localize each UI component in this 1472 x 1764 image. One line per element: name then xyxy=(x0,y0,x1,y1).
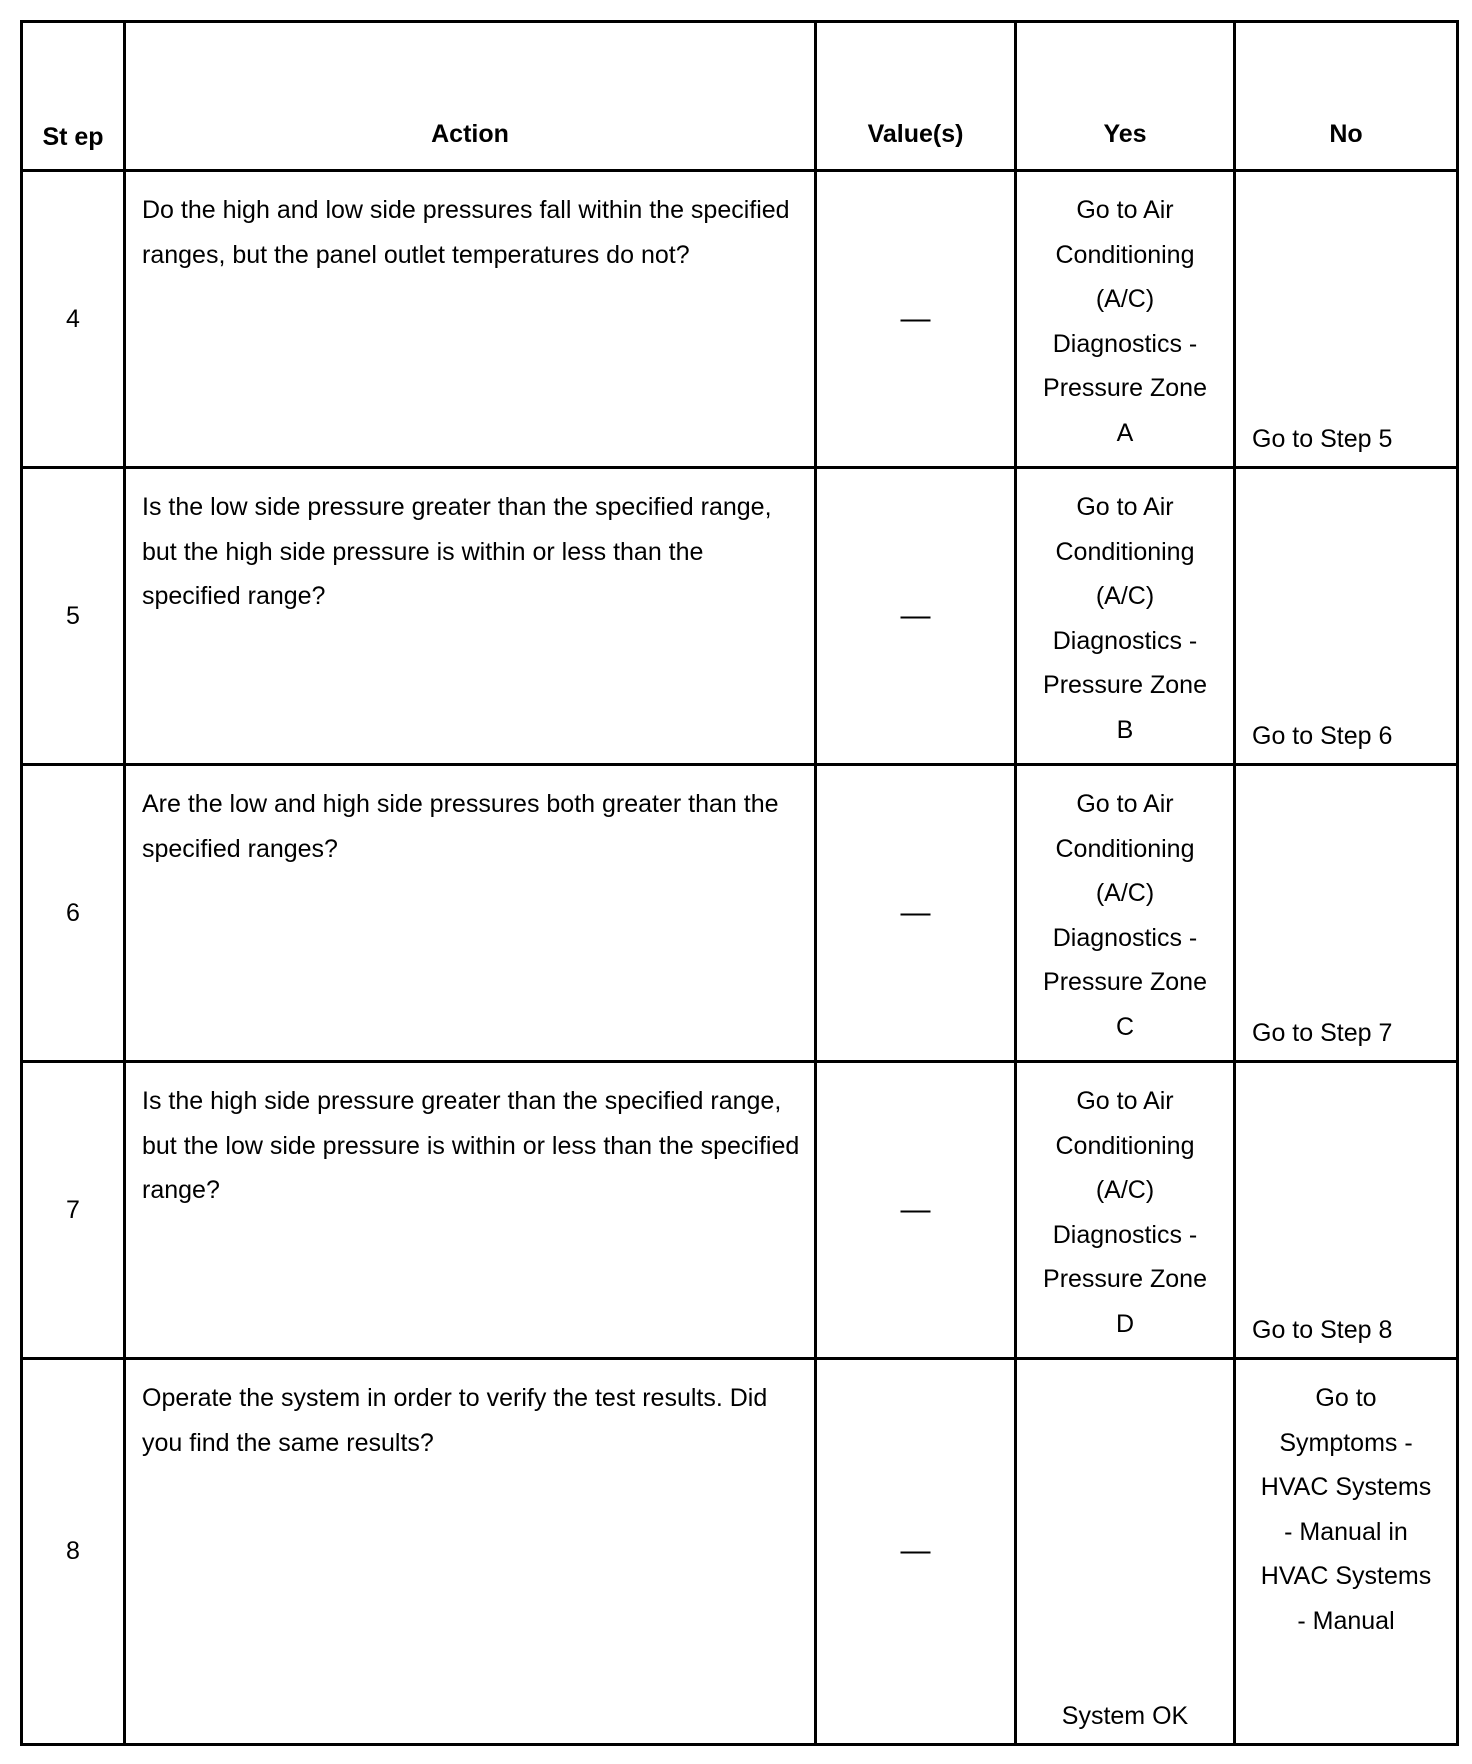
value-cell: — xyxy=(816,171,1016,468)
table-row xyxy=(22,468,1458,765)
no-cell: Go to Step 8 xyxy=(1235,1062,1458,1359)
diagnostic-table xyxy=(20,20,1459,1746)
no-cell: Go to Step 7 xyxy=(1235,765,1458,1062)
no-cell: Go to Step 6 xyxy=(1235,468,1458,765)
no-cell: Go to Symptoms - HVAC Systems - Manual in HVAC Systems - Manual xyxy=(1235,1359,1458,1745)
header-yes: Yes xyxy=(1016,22,1235,171)
yes-cell: Go to Air Conditioning (A/C) Diagnostics - Pressure Zone D xyxy=(1016,1062,1235,1359)
header-step: St ep xyxy=(22,22,125,171)
value-cell: — xyxy=(816,765,1016,1062)
step-cell: 8 xyxy=(22,1359,125,1745)
step-cell: 6 xyxy=(22,765,125,1062)
header-action: Action xyxy=(125,22,816,171)
table-row xyxy=(22,1062,1458,1359)
no-cell: Go to Step 5 xyxy=(1235,171,1458,468)
step-cell: 5 xyxy=(22,468,125,765)
value-cell: — xyxy=(816,1062,1016,1359)
step-cell: 4 xyxy=(22,171,125,468)
step-cell: 7 xyxy=(22,1062,125,1359)
table-row xyxy=(22,171,1458,468)
action-cell: Operate the system in order to verify the test results. Did you find the same results? xyxy=(125,1359,816,1745)
table-row xyxy=(22,765,1458,1062)
value-cell: — xyxy=(816,1359,1016,1745)
action-cell: Are the low and high side pressures both greater than the specified ranges? xyxy=(125,765,816,1062)
yes-cell: Go to Air Conditioning (A/C) Diagnostics - Pressure Zone B xyxy=(1016,468,1235,765)
header-no: No xyxy=(1235,22,1458,171)
table-row xyxy=(22,1359,1458,1745)
yes-cell: Go to Air Conditioning (A/C) Diagnostics - Pressure Zone A xyxy=(1016,171,1235,468)
header-values: Value(s) xyxy=(816,22,1016,171)
value-cell: — xyxy=(816,468,1016,765)
action-cell: Is the low side pressure greater than the specified range, but the high side pressure is within or less than the specified range? xyxy=(125,468,816,765)
action-cell: Do the high and low side pressures fall within the specified ranges, but the panel outlet temperatures do not? xyxy=(125,171,816,468)
yes-cell: System OK xyxy=(1016,1359,1235,1745)
yes-cell: Go to Air Conditioning (A/C) Diagnostics - Pressure Zone C xyxy=(1016,765,1235,1062)
action-cell: Is the high side pressure greater than the specified range, but the low side pressure is within or less than the specified range? xyxy=(125,1062,816,1359)
header-row xyxy=(22,22,1458,171)
